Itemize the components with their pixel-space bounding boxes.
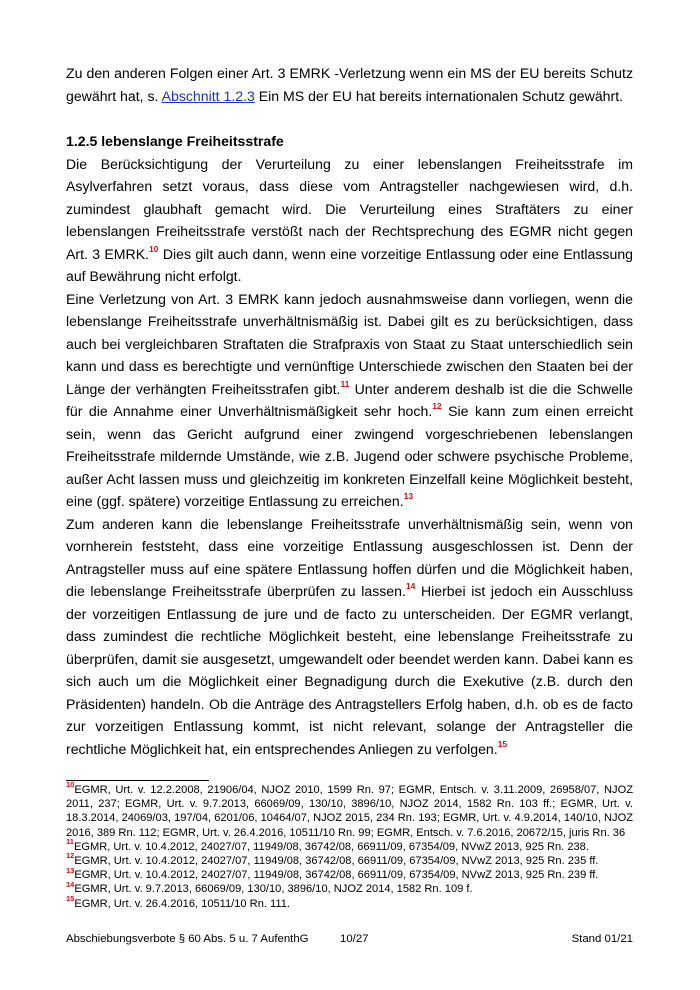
intro-text-end: Ein MS der EU hat bereits internationalen Schutz gewährt. — [254, 87, 624, 104]
footnote-ref-10[interactable]: 10 — [149, 243, 159, 254]
footnote-item — [66, 879, 633, 896]
paragraph-2-text-mid: Unter anderem deshalb ist die die Schwelle für die Annahme einer Unverhältnismäßigkeit sehr hoch. — [66, 380, 634, 419]
page-body — [66, 62, 633, 760]
footnote-number: 11 — [66, 837, 74, 847]
footnote-number: 13 — [66, 865, 75, 875]
footnote-number: 10 — [66, 780, 75, 790]
footnotes — [66, 780, 633, 911]
footnote-number: 14 — [66, 879, 75, 889]
paragraph-2 — [66, 288, 633, 513]
footnote-ref-11[interactable]: 11 — [340, 378, 350, 389]
footnote-divider — [66, 780, 209, 781]
intro-paragraph — [66, 62, 633, 107]
paragraph-1-text: Die Berücksichtigung der Verurteilung zu einer lebenslangen Freiheitsstrafe im Asylverfahren setzt voraus, dass diese vom Antragsteller nachgewiesen wird, d.h. zumindest glaubhaft gemacht wird. Die Verurteilung eines Straftäters zu einer lebenslangen Freiheitsstrafe verstößt nach der Rechtsprechung des EGMR nicht gegen Art. 3 EMRK. — [66, 155, 633, 262]
footnote-item — [66, 851, 633, 868]
footnote-item — [66, 837, 633, 854]
paragraph-3 — [66, 513, 633, 761]
footnote-text: EGMR, Urt. v. 10.4.2012, 24027/07, 11949/08, 36742/08, 66911/09, 67354/09, NVwZ 2013, 925 Rn. 238. — [73, 840, 589, 853]
footnote-text: EGMR, Urt. v. 10.4.2012, 24027/07, 11949/08, 36742/08, 66911/09, 67354/09, NVwZ 2013, 925 Rn. 235 ff. — [74, 855, 599, 868]
paragraph-2-text: Eine Verletzung von Art. 3 EMRK kann jedoch ausnahmsweise dann vorliegen, wenn die lebenslange Freiheitsstrafe unverhältnismäßig ist. Dabei gilt es zu berücksichtigen, dass auch bei vergleichbaren Straftaten die Strafpraxis von Staat zu Staat unterschiedlich sein kann und dass es berechtigte und vernünftige Unterschiede zwischen den Staaten bei der Länge der verhängten Freiheitsstrafen gibt. — [66, 290, 633, 397]
footnote-item — [66, 780, 633, 840]
footnote-ref-13[interactable]: 13 — [403, 491, 414, 502]
paragraph-3-text: Zum anderen kann die lebenslange Freiheitsstrafe unverhältnismäßig sein, wenn von vornherein feststeht, dass eine vorzeitige Entlassung ausgeschlossen ist. Denn der Antragsteller muss auf eine spätere Entlassung hoffen dürfen und die Möglichkeit haben, die lebenslange Freiheitsstrafe überprüfen zu lassen. — [66, 515, 633, 599]
footnote-text: EGMR, Urt. v. 10.4.2012, 24027/07, 11949/08, 36742/08, 66911/09, 67354/09, NVwZ 2013, 925 Rn. 239 ff. — [74, 869, 599, 882]
footer-document-title: Abschiebungsverbote § 60 Abs. 5 u. 7 AufenthG — [66, 933, 309, 945]
paragraph-3-text-end: Hierbei ist jedoch ein Ausschluss der vorzeitigen Entlassung de jure und de facto zu unterscheiden. Der EGMR verlangt, dass zumindest die rechtliche Möglichkeit besteht, eine lebenslange Freiheitsstrafe zu überprüfen, damit sie ausgesetzt, umgewandelt oder beendet werden kann. Dabei kann es sich auch um die Möglichkeit einer Begnadigung durch die Exekutive (z.B. durch den Präsidenten) handeln. Ob die Anträge des Antragstellers Erfolg haben, d.h. ob es de facto zur vorzeitigen Entlassung kommt, ist nicht relevant, solange der Antragsteller die rechtliche Möglichkeit hat, ein entsprechendes Anliegen zu verfolgen. — [66, 583, 633, 757]
section-heading: 1.2.5 lebenslange Freiheitsstrafe — [66, 133, 284, 149]
footnote-ref-14[interactable]: 14 — [405, 581, 416, 592]
footnote-item — [66, 865, 633, 882]
footer-date: Stand 01/21 — [571, 933, 633, 945]
footnote-ref-15[interactable]: 15 — [497, 738, 508, 749]
paragraph-1 — [66, 153, 633, 288]
section-link[interactable]: Abschnitt 1.2.3 — [161, 87, 255, 104]
footnote-text: EGMR, Urt. v. 12.2.2008, 21906/04, NJOZ 2010, 1599 Rn. 97; EGMR, Entsch. v. 3.11.2009, 26958/07, NJOZ 2011, 237; EGMR, Urt. v. 9.7.2013, 66069/09, 130/10, 3896/10, NJOZ 2014, 1582 Rn. 103 ff.; EGMR, Urt. v. 18.3.2014, 24069/03, 197/04, 6201/06, 10464/07, NJOZ 2015, 234 Rn. 193; EGMR, Urt. v. 4.9.2014, 140/10, NJOZ 2016, 389 Rn. 112; EGMR, Urt. v. 26.4.2016, 10511/10 Rn. 99; EGMR, Entsch. v. 7.6.2016, 20672/15, juris Rn. 36 — [66, 784, 633, 839]
footer-page-number: 10/27 — [340, 933, 369, 945]
footnote-text: EGMR, Urt. v. 26.4.2016, 10511/10 Rn. 111. — [74, 897, 290, 910]
footnote-text: EGMR, Urt. v. 9.7.2013, 66069/09, 130/10, 3896/10, NJOZ 2014, 1582 Rn. 109 f. — [74, 883, 473, 896]
intro-text: Zu den anderen Folgen einer Art. 3 EMRK -Verletzung wenn ein MS der EU bereits Schutz gewährt hat, s. — [66, 65, 633, 104]
footnote-item — [66, 893, 633, 911]
footnote-number: 12 — [66, 851, 75, 861]
paragraph-2-text-end: Sie kann zum einen erreicht sein, wenn das Gericht aufgrund einer zwingend vorgeschriebenen lebenslangen Freiheitsstrafe mildernde Umstände, wie z.B. Jugend oder schwere psychische Probleme, außer Acht lassen muss und gleichzeitig im konkreten Einzelfall keine Möglichkeit besteht, eine (ggf. spätere) vorzeitige Entlassung zu erreichen. — [66, 403, 633, 509]
footnote-number: 15 — [66, 893, 75, 903]
paragraph-1-text-end: Dies gilt auch dann, wenn eine vorzeitige Entlassung oder eine Entlassung auf Bewährung nicht erfolgt. — [66, 245, 633, 284]
footnote-ref-12[interactable]: 12 — [432, 401, 442, 412]
